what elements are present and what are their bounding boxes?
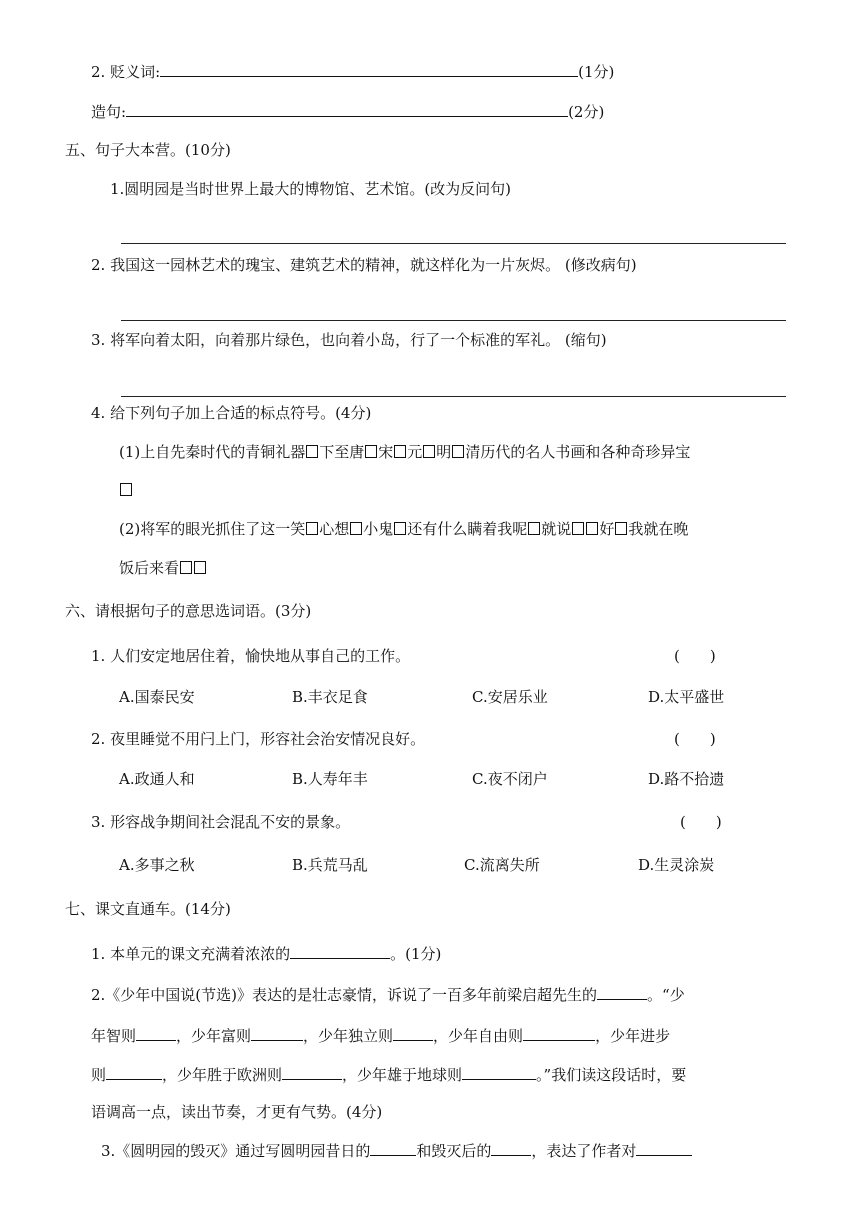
s7-q2-blank-7[interactable]	[282, 1063, 342, 1080]
s6-q3-option-a[interactable]: A.多事之秋	[119, 856, 195, 874]
punct-box[interactable]	[306, 445, 318, 458]
punct-text: 我就在晚	[628, 520, 689, 538]
punct-text: 饭后来看	[119, 559, 180, 577]
make-sentence-blank[interactable]	[126, 100, 568, 117]
s7-q2-text: 2.《少年中国说(节选)》表达的是壮志豪情，诉说了一百多年前梁启超先生的	[91, 986, 598, 1004]
section-5-heading: 五、句子大本营。(10分)	[65, 141, 231, 159]
s6-question-3: 3. 形容战争期间社会混乱不安的景象。	[91, 813, 351, 831]
s7-q2-blank-8[interactable]	[462, 1063, 536, 1080]
make-sentence-row	[91, 100, 604, 122]
s7-q2-text: ，少年自由则	[433, 1027, 524, 1045]
s6-q3-option-b[interactable]: B.兵荒马乱	[292, 856, 368, 874]
punct-text: 元	[407, 443, 423, 461]
derogatory-word-blank[interactable]	[160, 60, 578, 77]
s7-q3-blank-1[interactable]	[370, 1139, 416, 1156]
s6-q3-option-c[interactable]: C.流离失所	[464, 856, 540, 874]
punct-text: 心想	[319, 520, 350, 538]
make-sentence-label: 造句:	[91, 103, 127, 121]
punct-sentence-2	[119, 519, 688, 539]
s7-q2-text: ，少年进步	[595, 1027, 671, 1045]
s7-q3-text: 3.《圆明园的毁灭》通过写圆明园昔日的	[101, 1142, 371, 1160]
s6-answer-paren-1[interactable]: ( )	[674, 647, 716, 665]
punct-text: 就说	[541, 520, 572, 538]
derogatory-word-score: (1分)	[578, 63, 615, 81]
derogatory-word-row	[91, 60, 614, 82]
punct-box[interactable]	[365, 445, 377, 458]
punct-sentence-1-end	[119, 480, 133, 500]
punct-text: 下至唐	[319, 443, 365, 461]
s7-q1-blank[interactable]	[290, 942, 390, 959]
s7-q2-blank-1[interactable]	[597, 983, 647, 1000]
s6-answer-paren-2[interactable]: ( )	[674, 730, 716, 748]
punct-box[interactable]	[452, 445, 464, 458]
s5-answer-line-1[interactable]	[121, 243, 786, 244]
s5-question-4: 4. 给下列句子加上合适的标点符号。(4分)	[91, 404, 372, 422]
s7-q2-blank-6[interactable]	[106, 1063, 162, 1080]
s7-question-3	[101, 1139, 692, 1161]
s7-question-2-line-3	[91, 1063, 686, 1085]
s7-q2-text: 年智则	[91, 1027, 137, 1045]
s6-q2-option-d[interactable]: D.路不拾遗	[648, 770, 725, 788]
s6-q2-option-b[interactable]: B.人寿年丰	[292, 770, 368, 788]
s5-question-3: 3. 将军向着太阳，向着那片绿色，也向着小岛，行了一个标准的军礼。 (缩句)	[91, 331, 607, 349]
punct-box[interactable]	[394, 522, 406, 535]
punct-text: 清历代的名人书画和各种奇珍异宝	[465, 443, 691, 461]
punct-box[interactable]	[120, 483, 132, 496]
s7-question-1	[91, 942, 441, 964]
s6-answer-paren-3[interactable]: ( )	[680, 813, 722, 831]
section-6-heading: 六、请根据句子的意思选词语。(3分)	[65, 602, 312, 620]
punct-text: 宋	[378, 443, 394, 461]
punct-box[interactable]	[350, 522, 362, 535]
s7-q2-text: ，少年雄于地球则	[342, 1066, 463, 1084]
s6-q1-option-c[interactable]: C.安居乐业	[472, 688, 548, 706]
s5-question-1: 1.圆明园是当时世界上最大的博物馆、艺术馆。(改为反问句)	[110, 180, 512, 198]
s6-q1-option-d[interactable]: D.太平盛世	[648, 688, 725, 706]
s7-q1-text-end: 。(1分)	[390, 945, 442, 963]
s7-q2-text: 。“少	[647, 986, 685, 1004]
s6-q3-option-d[interactable]: D.生灵涂炭	[638, 856, 715, 874]
s6-q1-option-a[interactable]: A.国泰民安	[119, 688, 195, 706]
punct-box[interactable]	[306, 522, 318, 535]
punct-box[interactable]	[528, 522, 540, 535]
s7-q3-text: 和毁灭后的	[416, 1142, 492, 1160]
s7-q1-text: 1. 本单元的课文充满着浓浓的	[91, 945, 291, 963]
punct-box[interactable]	[615, 522, 627, 535]
s5-answer-line-2[interactable]	[121, 320, 786, 321]
punct-text: (2)将军的眼光抓住了这一笑	[119, 520, 306, 538]
punct-box[interactable]	[423, 445, 435, 458]
s6-q1-option-b[interactable]: B.丰衣足食	[292, 688, 368, 706]
s7-q3-text: ，表达了作者对	[531, 1142, 637, 1160]
punct-box[interactable]	[194, 561, 206, 574]
punct-sentence-2-end	[119, 558, 207, 578]
make-sentence-score: (2分)	[568, 103, 605, 121]
s6-question-1: 1. 人们安定地居住着，愉快地从事自己的工作。	[91, 647, 411, 665]
s5-question-2: 2. 我国这一园林艺术的瑰宝、建筑艺术的精神，就这样化为一片灰烬。 (修改病句)	[91, 256, 637, 274]
punct-text: 还有什么瞒着我呢	[407, 520, 528, 538]
punct-box[interactable]	[180, 561, 192, 574]
s7-question-2-line-2	[91, 1024, 670, 1046]
s7-q2-text: ，少年独立则	[303, 1027, 394, 1045]
punct-text: 小鬼	[363, 520, 394, 538]
punct-text: 明	[436, 443, 452, 461]
s7-q2-blank-4[interactable]	[393, 1024, 433, 1041]
s7-q2-text: ，少年富则	[176, 1027, 252, 1045]
s7-q2-blank-5[interactable]	[523, 1024, 595, 1041]
s7-q2-blank-2[interactable]	[136, 1024, 176, 1041]
s7-question-2-line-1	[91, 983, 685, 1005]
punct-sentence-1	[119, 442, 690, 462]
s7-q2-text: ，少年胜于欧洲则	[162, 1066, 283, 1084]
s6-q2-option-a[interactable]: A.政通人和	[119, 770, 195, 788]
s7-q3-blank-2[interactable]	[491, 1139, 531, 1156]
s6-q2-option-c[interactable]: C.夜不闭户	[472, 770, 548, 788]
s7-q2-text: 则	[91, 1066, 107, 1084]
s7-q2-text: 。”我们读这段话时，要	[536, 1066, 687, 1084]
s5-answer-line-3[interactable]	[121, 396, 786, 397]
derogatory-word-label: 2. 贬义词:	[91, 63, 161, 81]
punct-box[interactable]	[394, 445, 406, 458]
s7-q3-blank-3[interactable]	[636, 1139, 692, 1156]
punct-text: 好	[599, 520, 615, 538]
s7-question-2-line-4: 语调高一点，读出节奏，才更有气势。(4分)	[91, 1103, 383, 1121]
s7-q2-blank-3[interactable]	[251, 1024, 303, 1041]
s6-question-2: 2. 夜里睡觉不用闩上门，形容社会治安情况良好。	[91, 730, 426, 748]
punct-box[interactable]	[586, 522, 598, 535]
punct-text: (1)上自先秦时代的青铜礼器	[119, 443, 306, 461]
punct-box[interactable]	[572, 522, 584, 535]
section-7-heading: 七、课文直通车。(14分)	[65, 900, 231, 918]
